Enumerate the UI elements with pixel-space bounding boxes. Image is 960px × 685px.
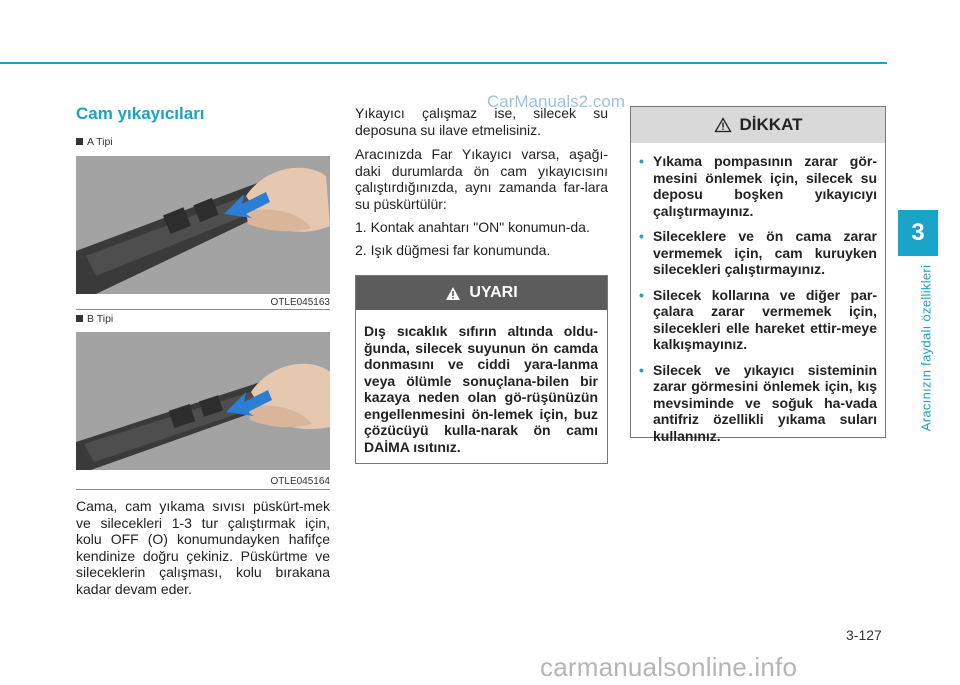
figure-divider bbox=[76, 489, 330, 490]
caution-title: DİKKAT bbox=[739, 115, 803, 134]
figure-b-image bbox=[76, 332, 330, 470]
chapter-tab: 3 bbox=[898, 210, 938, 256]
watermark-bottom[interactable]: carmanualsonline.info bbox=[540, 652, 798, 682]
square-bullet-icon bbox=[76, 138, 83, 145]
bullet-icon: • bbox=[639, 361, 644, 378]
middle-paragraph-1: Yıkayıcı çalışmaz ise, silecek su deposuna su ilave etmelisiniz. bbox=[355, 105, 608, 138]
figure-a-code: OTLE045163 bbox=[270, 297, 330, 308]
caution-triangle-icon bbox=[714, 117, 732, 133]
warning-box bbox=[355, 275, 608, 464]
list-item: • Sileceklere ve ön cama zarar vermemek için, cam kuruyken silecekleri çalıştırmayınız. bbox=[639, 228, 877, 277]
figure-b-code: OTLE045164 bbox=[270, 476, 330, 487]
bullet-icon: • bbox=[639, 153, 644, 169]
caution-box bbox=[630, 106, 886, 444]
list-item: • Silecek kollarına ve diğer par-çalara zarar vermemek için, silecekleri elle hareket ettir-meye kalkışmayınız. bbox=[639, 286, 877, 352]
figure-b-caption: B Tipi bbox=[76, 313, 113, 325]
figure-a-caption: A Tipi bbox=[76, 136, 113, 148]
top-rule bbox=[0, 62, 887, 64]
section-title: Cam yıkayıcıları bbox=[76, 104, 205, 123]
page-number: 3-127 bbox=[846, 627, 882, 643]
middle-paragraph-2: Aracınızda Far Yıkayıcı varsa, aşağı-daki durumlarda ön cam yıkayıcısını çalıştırdığınızda, aynı zamanda far-lara su püskürtülür: bbox=[355, 146, 608, 212]
left-paragraph: Cama, cam yıkama sıvısı püskürt-mek ve silecekleri 1-3 tur çalıştırmak için, kolu OFF (O) konumundayken hafifçe kendinize doğru çekiniz. Püskürtme ve sileceklerin çalışması, kolu bırakana kadar devam eder. bbox=[76, 498, 330, 597]
list-item: 2. Işık düğmesi far konumunda. bbox=[355, 241, 551, 258]
warning-title: UYARI bbox=[469, 284, 518, 301]
bullet-icon: • bbox=[639, 228, 644, 244]
warning-header bbox=[356, 276, 607, 310]
list-item: • Silecek ve yıkayıcı sisteminin zarar görmesini önlemek için, kış mevsiminde ve soğuk ha-vada antifriz özellikli yıkama suları kullanınız. bbox=[639, 361, 877, 444]
bullet-icon: • bbox=[639, 286, 644, 303]
list-item: 1. Kontak anahtarı "ON" konumun-da. bbox=[355, 219, 590, 235]
watermark-top[interactable]: CarManuals2.com bbox=[487, 92, 625, 111]
chapter-side-title bbox=[918, 262, 934, 434]
caution-list bbox=[631, 143, 885, 444]
warning-triangle-icon bbox=[445, 286, 461, 301]
figure-a-image bbox=[76, 156, 330, 294]
list-item: • Yıkama pompasının zarar gör-mesini önlemek için, silecek su deposu boşken yıkayıcıyı çalıştırmayınız. bbox=[639, 153, 877, 219]
figure-divider bbox=[76, 309, 330, 310]
warning-text: Dış sıcaklık sıfırın altında oldu-ğunda, silecek suyunun ön camda donmasını ve ciddi yara-lanma veya ölümle sonuçlana-bilen bir kazaya neden olan gö-rüşünüzün engellenmesini ön-lemek için, buz çözücüyü kulla-narak ön camı DAİMA ısıtınız. bbox=[364, 323, 598, 455]
caution-header bbox=[631, 107, 885, 143]
square-bullet-icon bbox=[76, 315, 83, 322]
chapter-title: Aracınızın faydalı özellikleri bbox=[918, 264, 934, 432]
condition-list bbox=[355, 219, 608, 264]
